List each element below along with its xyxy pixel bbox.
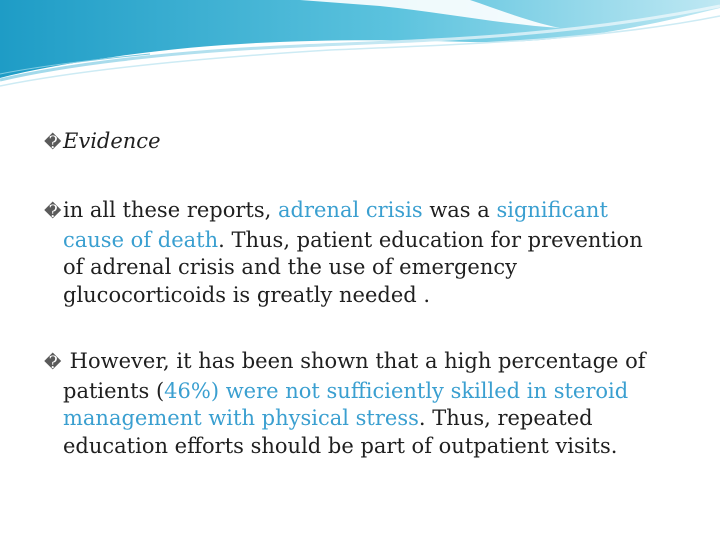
- bullet-marker-icon: �: [44, 133, 62, 153]
- bullet-marker-icon: �: [44, 202, 62, 222]
- bullet2-line1: � However, it has been shown that a high percentage of: [44, 348, 684, 378]
- bullet1-line3: of adrenal crisis and the use of emergency: [63, 255, 517, 279]
- highlight-46-percent: 46%) were not sufficiently skilled in steroid: [164, 378, 629, 403]
- bullet-skill-percentage: [44, 348, 684, 460]
- bullet1-line2: cause of death. Thus, patient education for prevention: [63, 227, 643, 252]
- heading-text: Evidence: [63, 129, 161, 153]
- highlight-steroid-management: management with physical stress: [63, 406, 419, 430]
- bullet2-line3: management with physical stress. Thus, repeated: [63, 406, 593, 430]
- bullet1-line4: glucocorticoids is greatly needed .: [63, 282, 431, 307]
- bullet2-line4: education efforts should be part of outpatient visits.: [63, 433, 618, 458]
- highlight-cause-of-death: cause of death: [63, 227, 219, 252]
- bullet1-line1: �in all these reports, adrenal crisis was a significant: [44, 197, 684, 227]
- evidence-heading: [44, 128, 684, 158]
- bullet-marker-icon: �: [44, 353, 62, 373]
- highlight-adrenal-crisis: adrenal crisis: [277, 198, 423, 222]
- bullet2-line2: patients (46%) were not sufficiently skilled in steroid: [63, 378, 629, 403]
- header-wave-decoration: [0, 0, 720, 95]
- bullet-adrenal-crisis: [44, 197, 684, 309]
- highlight-significant: significant: [496, 198, 608, 222]
